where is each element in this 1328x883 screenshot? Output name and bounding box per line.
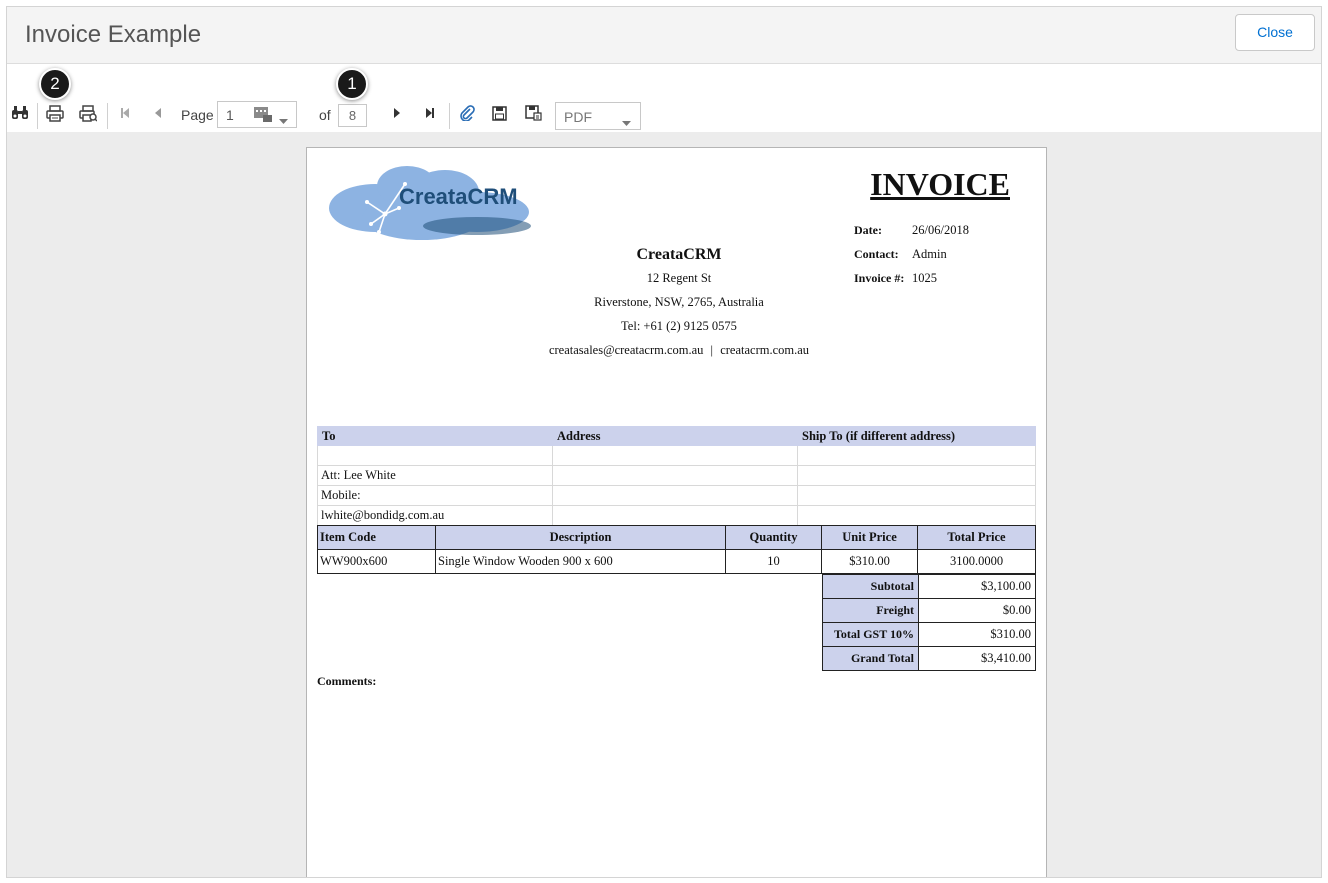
page-count: 8 [338,104,367,127]
table-cell [798,446,1036,466]
totals-label: Grand Total [823,647,919,671]
page-jump-icon [254,107,272,127]
table-cell: Single Window Wooden 900 x 600 [436,550,726,574]
printer-icon[interactable] [46,103,64,123]
column-header: Unit Price [822,526,918,550]
table-cell: WW900x600 [318,550,436,574]
meta-value: 1025 [912,270,937,285]
totals-value: $310.00 [919,623,1036,647]
totals-table [822,574,1036,671]
chevron-down-icon [279,112,288,130]
column-header: Ship To (if different address) [798,427,1036,446]
totals-row [823,575,1036,599]
bill-to-table [317,426,1036,526]
totals-row [823,599,1036,623]
modal-window [6,6,1322,878]
table-row [318,446,1036,466]
modal-header [7,7,1321,64]
totals-value: $3,410.00 [919,647,1036,671]
logo-wordmark: CreataCRM [399,184,518,209]
first-page-icon[interactable] [119,103,131,123]
callout-badge-1: 1 [336,68,368,100]
paperclip-icon[interactable] [458,103,476,123]
toolbar-divider [449,103,450,129]
report-toolbar [7,65,1321,132]
save-as-icon[interactable] [524,103,542,123]
company-city: Riverstone, NSW, 2765, Australia [594,295,764,309]
modal-title: Invoice Example [25,21,202,48]
table-cell: Att: Lee White [318,466,553,486]
company-block [535,244,823,362]
table-row [318,506,1036,526]
company-street: 12 Regent St [646,271,712,285]
meta-row [854,242,969,266]
table-cell [798,506,1036,526]
bill-to-header-row [318,427,1036,446]
table-cell [553,446,798,466]
table-cell: Mobile: [318,486,553,506]
table-row [318,486,1036,506]
comments-label: Comments: [317,674,377,688]
chevron-down-icon [622,114,631,132]
totals-label: Total GST 10% [823,623,919,647]
items-header-row [318,526,1036,550]
totals-value: $0.00 [919,599,1036,623]
meta-label: Contact: [854,246,899,261]
column-header: Quantity [726,526,822,550]
table-cell [318,446,553,466]
close-button[interactable]: Close [1235,14,1315,51]
print-preview-icon[interactable] [79,103,97,123]
save-icon[interactable] [491,103,507,123]
export-format-value: PDF [564,109,592,125]
last-page-icon[interactable] [424,103,436,123]
table-cell [553,466,798,486]
meta-row [854,266,969,290]
invoice-page [306,147,1047,878]
page-number-select[interactable] [217,101,297,128]
table-row [318,550,1036,574]
company-phone: Tel: +61 (2) 9125 0575 [621,319,737,333]
totals-row [823,647,1036,671]
table-row [318,466,1036,486]
page-label: Page [181,107,214,123]
next-page-icon[interactable] [391,103,403,123]
column-header: To [318,427,553,446]
company-contact [475,338,883,362]
column-header: Description [436,526,726,550]
report-viewer[interactable] [7,132,1321,878]
invoice-meta [854,218,969,290]
line-items-table [317,525,1036,574]
invoice-heading: INVOICE [870,166,1010,202]
totals-label: Subtotal [823,575,919,599]
column-header: Address [553,427,798,446]
page-number-value: 1 [226,107,234,123]
table-cell: lwhite@bondidg.com.au [318,506,553,526]
contact-separator: | [710,343,714,357]
meta-label: Invoice #: [854,270,905,285]
table-cell [798,466,1036,486]
totals-row [823,623,1036,647]
of-label: of [319,107,331,123]
meta-row [854,218,969,242]
column-header: Total Price [918,526,1036,550]
toolbar-divider [107,103,108,129]
table-cell: 3100.0000 [918,550,1036,574]
meta-value: Admin [912,246,947,261]
callout-badge-2: 2 [39,68,71,100]
totals-label: Freight [823,599,919,623]
meta-label: Date: [854,222,882,237]
table-cell: $310.00 [822,550,918,574]
table-cell: 10 [726,550,822,574]
export-format-select[interactable] [555,102,641,130]
toolbar-divider [37,103,38,129]
table-cell [553,506,798,526]
table-cell [798,486,1036,506]
binoculars-icon[interactable] [11,103,29,123]
column-header: Item Code [318,526,436,550]
company-email: creatasales@creatacrm.com.au [548,343,704,357]
company-logo [327,162,537,242]
company-website: creatacrm.com.au [720,343,810,357]
company-name: CreataCRM [636,246,722,263]
table-cell [553,486,798,506]
meta-value: 26/06/2018 [912,222,969,237]
totals-value: $3,100.00 [919,575,1036,599]
previous-page-icon[interactable] [152,103,164,123]
